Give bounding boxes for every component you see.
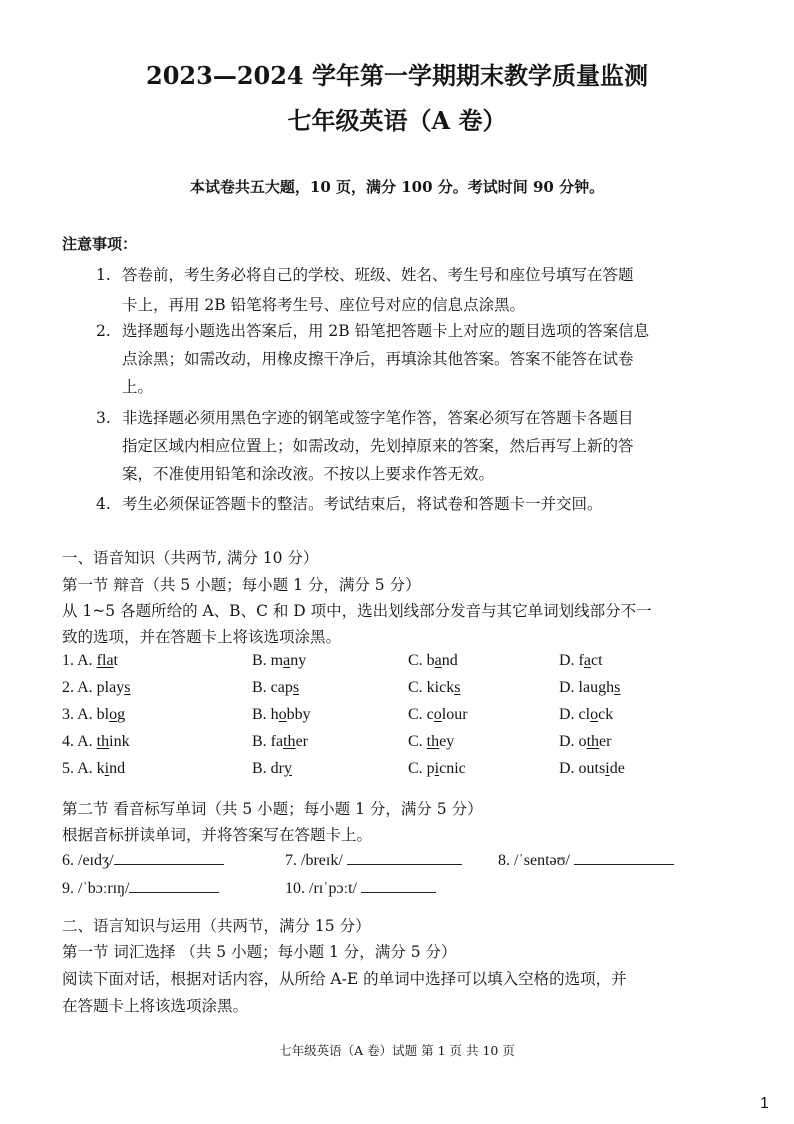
option-b: B. father [252,733,308,750]
option-d: D. fact [559,652,603,669]
option-c: C. picnic [408,760,466,777]
option-b: B. hobby [252,706,311,723]
answer-blank [347,850,462,865]
option-a: 1. A. flat [62,652,118,669]
note-line: 上。 [122,378,154,396]
note-number: 3. [96,409,111,427]
answer-blank [114,850,224,865]
option-a: 2. A. plays [62,679,131,696]
option-b: B. dry [252,760,292,777]
page-footer: 七年级英语（A 卷）试题 第 1 页 共 10 页 [279,1043,515,1058]
option-c: C. colour [408,706,468,723]
part1-section1-instruction: 致的选项，并在答题卡上将该选项涂黑。 [62,628,342,646]
option-d: D. outside [559,760,625,777]
note-line: 选择题每小题选出答案后，用 2B 铅笔把答题卡上对应的题目选项的答案信息 [122,322,650,340]
note-line: 考生必须保证答题卡的整洁。考试结束后，将试卷和答题卡一并交回。 [122,495,603,513]
part1-section1-heading: 第一节 辩音（共 5 小题；每小题 1 分，满分 5 分） [62,576,421,594]
part2-instruction: 在答题卡上将该选项涂黑。 [62,997,249,1015]
option-d: D. laughs [559,679,621,696]
answer-blank [574,850,674,865]
notes-heading: 注意事项： [62,235,138,253]
option-b: B. many [252,652,307,669]
note-line: 指定区域内相应位置上；如需改动，先划掉原来的答案，然后再写上新的答 [122,437,634,455]
part1-section1-instruction: 从 1~5 各题所给的 A、B、C 和 D 项中，选出划线部分发音与其它单词划线部分不一 [62,602,652,620]
option-b: B. caps [252,679,300,696]
part1-heading: 一、语音知识（共两节, 满分 10 分） [62,549,319,567]
option-c: C. band [408,652,458,669]
phonetic-item: 7. /breɪk/ [285,850,462,870]
page-number: 1 [760,1095,769,1112]
note-line: 点涂黑；如需改动，用橡皮擦干净后，再填涂其他答案。答案不能答在试卷 [122,350,634,368]
note-line: 卡上，再用 2B 铅笔将考生号、座位号对应的信息点涂黑。 [122,296,526,314]
note-line: 非选择题必须用黑色字迹的钢笔或签字笔作答，答案必须写在答题卡各题目 [122,409,634,427]
note-line: 答卷前，考生务必将自己的学校、班级、姓名、考生号和座位号填写在答题 [122,266,634,284]
part1-section2-heading: 第二节 看音标写单词（共 5 小题；每小题 1 分，满分 5 分） [62,800,483,818]
part2-section1-heading: 第一节 词汇选择 （共 5 小题；每小题 1 分，满分 5 分） [62,943,457,961]
note-line: 案，不准使用铅笔和涂改液。不按以上要求作答无效。 [122,465,495,483]
option-d: D. other [559,733,612,750]
exam-subtitle: 七年级英语（A 卷） [287,106,507,135]
option-c: C. they [408,733,455,750]
phonetic-item: 8. /ˈsentəʊ/ [498,850,674,870]
option-d: D. clock [559,706,614,723]
part2-instruction: 阅读下面对话，根据对话内容，从所给 A-E 的单词中选择可以填入空格的选项，并 [62,970,627,988]
option-a: 5. A. kind [62,760,126,777]
option-c: C. kicks [408,679,461,696]
exam-title: 2023—2024 学年第一学期期末教学质量监测 [146,61,648,90]
phonetic-item: 6. /eɪdʒ/ [62,850,224,870]
answer-blank [129,878,219,893]
part1-section2-instruction: 根据音标拼读单词，并将答案写在答题卡上。 [62,826,373,844]
option-a: 3. A. blog [62,706,126,723]
note-number: 4. [96,495,111,513]
phonetic-item: 9. /ˈbɔːrɪŋ/ [62,878,219,898]
phonetic-item: 10. /rɪˈpɔːt/ [285,878,436,898]
answer-blank [361,878,436,893]
part2-heading: 二、语言知识与运用（共两节，满分 15 分） [62,917,371,935]
exam-info: 本试卷共五大题，10 页，满分 100 分。考试时间 90 分钟。 [189,178,605,196]
note-number: 2. [96,322,111,340]
note-number: 1. [96,266,111,284]
option-a: 4. A. think [62,733,130,750]
